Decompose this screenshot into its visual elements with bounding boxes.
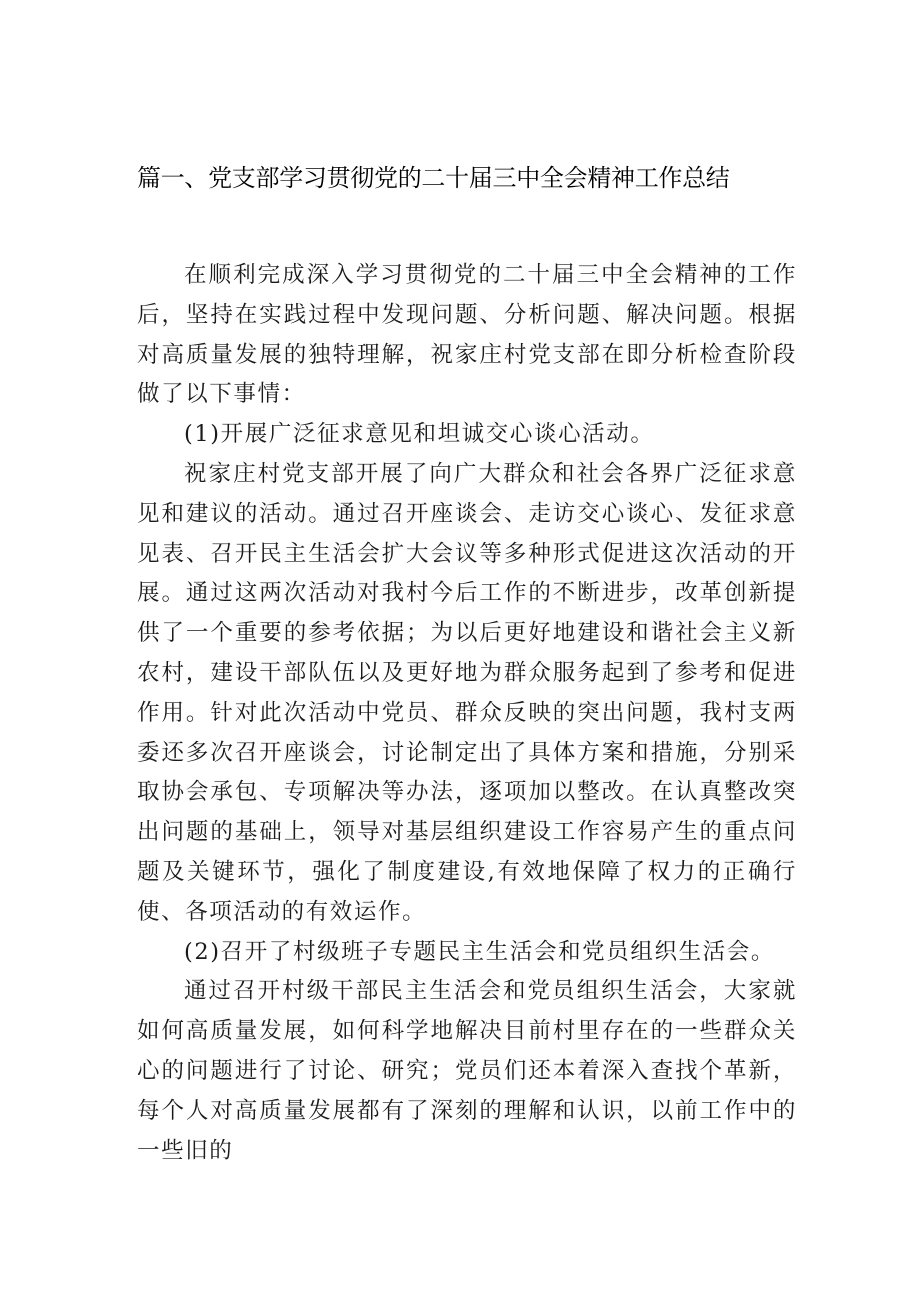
paragraph-section-1: 祝家庄村党支部开展了向广大群众和社会各界广泛征求意见和建议的活动。通过召开座谈会、走访交心谈心、发征求意见表、召开民主生活会扩大会议等多种形式促进这次活动的开展。通过这两次活动对我村今后工作的不断进步，改革创新提供了一个重要的参考依据；为以后更好地建设和谐社会主义新农村，建设干部队伍以及更好地为群众服务起到了参考和促进作用。针对此次活动中党员、群众反映的突出问题，我村支两委还多次召开座谈会，讨论制定出了具体方案和措施，分别采取协会承包、专项解决等办法，逐项加以整改。在认真整改突出问题的基础上，领导对基层组织建设工作容易产生的重点问题及关键环节，强化了制度建设,有效地保障了权力的正确行使、各项活动的有效运作。 (137, 460, 797, 925)
document-title: 篇一、党支部学习贯彻党的二十届三中全会精神工作总结 (137, 164, 730, 192)
section-heading-1: (1)开展广泛征求意见和坦诚交心谈心活动。 (184, 421, 655, 448)
document-body (137, 256, 797, 1171)
paragraph-section-2: 通过召开村级干部民主生活会和党员组织生活会，大家就如何高质量发展，如何科学地解决目前村里存在的一些群众关心的问题进行了讨论、研究；党员们还本着深入查找个革新，每个人对高质量发展都有了深刻的理解和认识，以前工作中的一些旧的 (137, 978, 797, 1164)
paragraph-intro: 在顺利完成深入学习贯彻党的二十届三中全会精神的工作后，坚持在实践过程中发现问题、分析问题、解决问题。根据对高质量发展的独特理解，祝家庄村党支部在即分析检查阶段做了以下事情： (137, 262, 797, 408)
section-heading-2: (2)召开了村级班子专题民主生活会和党员组织生活会。 (184, 938, 775, 965)
